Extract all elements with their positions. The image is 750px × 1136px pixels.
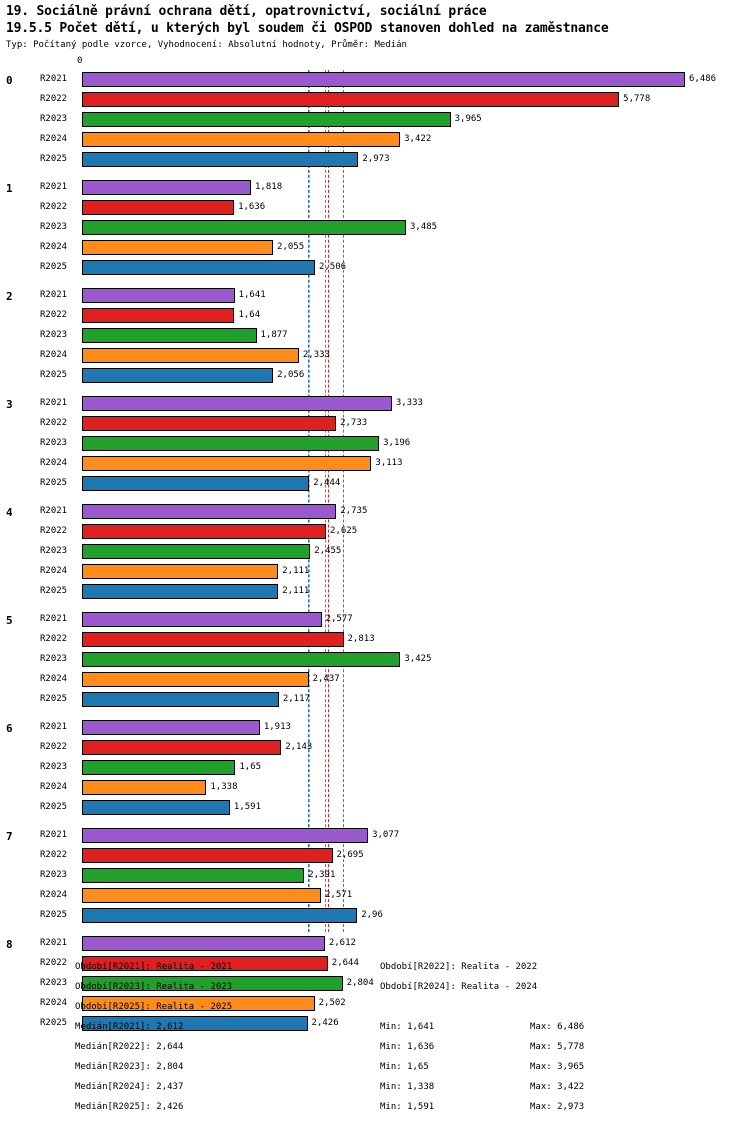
series-label: R2022: [40, 742, 68, 752]
bar-value-label: 3,425: [404, 654, 432, 664]
bar-value-label: 2,391: [308, 870, 336, 880]
bar-value-label: 1,641: [238, 290, 266, 300]
bar-value-label: 2,455: [314, 546, 342, 556]
bar[interactable]: [82, 112, 451, 127]
chart-group: [0, 826, 750, 926]
series-label: R2024: [40, 998, 68, 1008]
chart-group: [0, 70, 750, 170]
series-label: R2023: [40, 762, 68, 772]
bar[interactable]: [82, 504, 336, 519]
chart-group: [0, 610, 750, 710]
legend-stat-row: [0, 1082, 750, 1102]
bar[interactable]: [82, 828, 368, 843]
legend-min-value: Min: 1,641: [380, 1022, 435, 1032]
bar-value-label: 2,111: [282, 586, 310, 596]
chart-bar-row: [0, 150, 750, 170]
group-label: 6: [6, 722, 13, 735]
bar-value-label: 2,143: [285, 742, 313, 752]
chart-bar-row: [0, 758, 750, 778]
chart-bar-row: [0, 562, 750, 582]
chart-bar-row: [0, 238, 750, 258]
chart-bar-row: [0, 394, 750, 414]
chart-bar-row: [0, 90, 750, 110]
group-label: 0: [6, 74, 13, 87]
chart-bar-row: [0, 826, 750, 846]
series-label: R2025: [40, 694, 68, 704]
bar[interactable]: [82, 436, 379, 451]
bar-value-label: 3,965: [454, 114, 482, 124]
bar[interactable]: [82, 936, 325, 951]
series-label: R2024: [40, 566, 68, 576]
bar-value-label: 2,804: [346, 978, 374, 988]
chart-bar-row: [0, 326, 750, 346]
series-label: R2023: [40, 546, 68, 556]
series-label: R2023: [40, 330, 68, 340]
bar[interactable]: [82, 672, 309, 687]
series-label: R2022: [40, 310, 68, 320]
bar-value-label: 1,913: [263, 722, 291, 732]
bar[interactable]: [82, 396, 392, 411]
chart-bar-row: [0, 778, 750, 798]
chart-bar-row: [0, 738, 750, 758]
bar-value-label: 2,625: [330, 526, 358, 536]
series-label: R2025: [40, 910, 68, 920]
bar-value-label: 1,591: [233, 802, 261, 812]
legend-period-item: Období[R2025]: Realita - 2025: [75, 1002, 233, 1012]
legend-period-item: Období[R2023]: Realita - 2023: [75, 982, 233, 992]
chart-bar-row: [0, 798, 750, 818]
bar[interactable]: [82, 720, 260, 735]
bar-value-label: 2,644: [331, 958, 359, 968]
bar[interactable]: [82, 456, 371, 471]
series-label: R2025: [40, 370, 68, 380]
bar-value-label: 3,485: [409, 222, 438, 232]
series-label: R2025: [40, 154, 68, 164]
bar-value-label: 5,778: [623, 94, 651, 104]
chart-group: [0, 718, 750, 818]
legend-periods: [0, 962, 750, 1022]
legend-min-value: Min: 1,338: [380, 1082, 435, 1092]
bar[interactable]: [82, 800, 230, 815]
chart-group: [0, 178, 750, 278]
bar-value-label: 2,695: [336, 850, 364, 860]
series-label: R2022: [40, 526, 68, 536]
bar[interactable]: [82, 524, 326, 539]
bar-value-label: 2,426: [311, 1018, 339, 1028]
series-label: R2024: [40, 134, 68, 144]
chart-bar-row: [0, 178, 750, 198]
legend-period-row: [0, 962, 750, 982]
bar-value-label: 1,338: [210, 782, 238, 792]
legend-median-value: Medián[R2022]: 2,644: [75, 1042, 184, 1052]
bar-value-label: 2,612: [328, 938, 356, 948]
bar[interactable]: [82, 368, 273, 383]
bar-value-label: 2,437: [312, 674, 340, 684]
series-label: R2021: [40, 722, 68, 732]
bar-value-label: 2,506: [318, 262, 347, 272]
legend-stat-row: [0, 1022, 750, 1042]
bar[interactable]: [82, 476, 309, 491]
chart-bar-row: [0, 110, 750, 130]
legend-period-item: Období[R2024]: Realita - 2024: [380, 982, 538, 992]
chart-bar-row: [0, 198, 750, 218]
bar[interactable]: [82, 416, 336, 431]
series-label: R2021: [40, 182, 68, 192]
bar-value-label: 2,056: [277, 370, 305, 380]
series-label: R2022: [40, 202, 68, 212]
chart-title-sub: 19.5.5 Počet dětí, u kterých byl soudem či OSPOD stanoven dohled na zaměstnance: [6, 21, 609, 36]
bar[interactable]: [82, 308, 234, 323]
chart-bar-row: [0, 70, 750, 90]
chart-bar-row: [0, 542, 750, 562]
legend-period-row: [0, 1002, 750, 1022]
bar[interactable]: [82, 692, 279, 707]
legend-min-value: Min: 1,65: [380, 1062, 429, 1072]
bar[interactable]: [82, 632, 344, 647]
bar[interactable]: [82, 584, 278, 599]
chart-bar-row: [0, 502, 750, 522]
bar-value-label: 2,96: [361, 910, 383, 920]
series-label: R2022: [40, 958, 68, 968]
legend-stat-row: [0, 1062, 750, 1082]
bar[interactable]: [82, 220, 406, 235]
bar-value-label: 2,502: [318, 998, 346, 1008]
series-label: R2024: [40, 242, 68, 252]
bar[interactable]: [82, 760, 235, 775]
group-label: 3: [6, 398, 13, 411]
bar-value-label: 1,877: [260, 330, 288, 340]
series-label: R2024: [40, 782, 68, 792]
series-label: R2024: [40, 890, 68, 900]
series-label: R2025: [40, 478, 68, 488]
chart-bar-row: [0, 218, 750, 238]
bar[interactable]: [82, 328, 257, 343]
bar-value-label: 2,055: [277, 242, 305, 252]
bar-value-label: 3,196: [383, 438, 411, 448]
group-label: 7: [6, 830, 13, 843]
chart-header: [0, 0, 750, 50]
series-label: R2025: [40, 1018, 68, 1028]
bar[interactable]: [82, 780, 206, 795]
bar-value-label: 3,077: [372, 830, 400, 840]
bar-value-label: 2,733: [340, 418, 368, 428]
series-label: R2024: [40, 458, 68, 468]
bar-value-label: 2,444: [313, 478, 341, 488]
chart-bar-row: [0, 866, 750, 886]
series-label: R2025: [40, 262, 68, 272]
bar-value-label: 2,333: [302, 350, 330, 360]
series-label: R2023: [40, 978, 68, 988]
legend-period-item: Období[R2021]: Realita - 2021: [75, 962, 233, 972]
chart-group: [0, 502, 750, 602]
bar-value-label: 1,818: [255, 182, 283, 192]
chart-bar-row: [0, 306, 750, 326]
legend-stat-row: [0, 1102, 750, 1122]
legend-max-value: Max: 2,973: [530, 1102, 585, 1112]
chart-bar-row: [0, 582, 750, 602]
bar[interactable]: [82, 288, 235, 303]
legend-median-value: Medián[R2024]: 2,437: [75, 1082, 184, 1092]
bar-value-label: 1,636: [238, 202, 266, 212]
bar[interactable]: [82, 848, 333, 863]
chart-bar-row: [0, 718, 750, 738]
series-label: R2025: [40, 802, 68, 812]
series-label: R2023: [40, 438, 68, 448]
bar[interactable]: [82, 152, 358, 167]
chart-bar-row: [0, 670, 750, 690]
legend-max-value: Max: 3,422: [530, 1082, 585, 1092]
series-label: R2021: [40, 290, 68, 300]
chart-bar-row: [0, 366, 750, 386]
bar[interactable]: [82, 888, 321, 903]
legend-median-value: Medián[R2021]: 2,612: [75, 1022, 184, 1032]
group-label: 4: [6, 506, 13, 519]
chart-bar-row: [0, 650, 750, 670]
chart-bar-row: [0, 630, 750, 650]
series-label: R2021: [40, 506, 68, 516]
bar[interactable]: [82, 868, 304, 883]
bar-value-label: 2,111: [282, 566, 310, 576]
bar[interactable]: [82, 260, 315, 275]
legend-max-value: Max: 3,965: [530, 1062, 585, 1072]
chart-bar-row: [0, 286, 750, 306]
series-label: R2023: [40, 114, 68, 124]
bar[interactable]: [82, 92, 619, 107]
series-label: R2021: [40, 614, 68, 624]
series-label: R2025: [40, 586, 68, 596]
chart-group: [0, 286, 750, 386]
bar[interactable]: [82, 652, 400, 667]
bar-value-label: 2,813: [347, 634, 375, 644]
chart-bar-row: [0, 130, 750, 150]
chart-bar-row: [0, 258, 750, 278]
legend-stat-row: [0, 1042, 750, 1062]
bar[interactable]: [82, 740, 281, 755]
bar-value-label: 3,113: [375, 458, 403, 468]
bar-value-label: 2,973: [362, 154, 390, 164]
chart-bar-row: [0, 474, 750, 494]
chart-group: [0, 394, 750, 494]
bar-value-label: 2,117: [282, 694, 310, 704]
bar[interactable]: [82, 544, 310, 559]
legend-stats: [0, 1022, 750, 1122]
bar-value-label: 1,65: [239, 762, 262, 772]
series-label: R2022: [40, 634, 68, 644]
bar[interactable]: [82, 180, 251, 195]
bar[interactable]: [82, 908, 357, 923]
legend-min-value: Min: 1,636: [380, 1042, 435, 1052]
legend-period-row: [0, 982, 750, 1002]
bar[interactable]: [82, 240, 273, 255]
bar[interactable]: [82, 564, 278, 579]
group-label: 2: [6, 290, 13, 303]
chart-bar-row: [0, 414, 750, 434]
series-label: R2021: [40, 938, 68, 948]
chart-bar-row: [0, 906, 750, 926]
axis-zero-label: 0: [77, 56, 83, 66]
legend-min-value: Min: 1,591: [380, 1102, 435, 1112]
series-label: R2022: [40, 94, 68, 104]
bar[interactable]: [82, 132, 400, 147]
chart-bar-row: [0, 610, 750, 630]
series-label: R2023: [40, 654, 68, 664]
group-label: 5: [6, 614, 13, 627]
chart-bar-row: [0, 690, 750, 710]
chart-bar-row: [0, 454, 750, 474]
bar-value-label: 6,486: [689, 74, 717, 84]
legend-median-value: Medián[R2023]: 2,804: [75, 1062, 184, 1072]
bar[interactable]: [82, 72, 685, 87]
group-label: 1: [6, 182, 13, 195]
series-label: R2021: [40, 74, 68, 84]
legend-period-item: Období[R2022]: Realita - 2022: [380, 962, 538, 972]
series-label: R2021: [40, 830, 68, 840]
series-label: R2024: [40, 350, 68, 360]
chart-subtitle-params: Typ: Počítaný podle vzorce, Vyhodnocení: Absolutní hodnoty, Průměr: Medián: [6, 40, 407, 50]
chart-title-main: 19. Sociálně právní ochrana dětí, opatrovnictví, sociální práce: [6, 4, 487, 19]
chart-bar-row: [0, 346, 750, 366]
series-label: R2022: [40, 850, 68, 860]
group-label: 8: [6, 938, 13, 951]
chart-bar-row: [0, 886, 750, 906]
bar-value-label: 3,422: [404, 134, 432, 144]
chart-bar-row: [0, 934, 750, 954]
bar-value-label: 2,735: [340, 506, 368, 516]
chart-legend: [0, 962, 750, 1122]
bar[interactable]: [82, 348, 299, 363]
bar-value-label: 2,571: [325, 890, 353, 900]
bar-value-label: 2,577: [325, 614, 353, 624]
series-label: R2023: [40, 222, 68, 232]
chart-bar-row: [0, 522, 750, 542]
legend-max-value: Max: 6,486: [530, 1022, 585, 1032]
series-label: R2022: [40, 418, 68, 428]
series-label: R2021: [40, 398, 68, 408]
chart-bar-row: [0, 846, 750, 866]
bar-value-label: 3,333: [395, 398, 423, 408]
legend-median-value: Medián[R2025]: 2,426: [75, 1102, 184, 1112]
series-label: R2024: [40, 674, 68, 684]
series-label: R2023: [40, 870, 68, 880]
chart-bar-row: [0, 434, 750, 454]
bar-value-label: 1,64: [238, 310, 261, 320]
legend-max-value: Max: 5,778: [530, 1042, 585, 1052]
bar[interactable]: [82, 200, 234, 215]
bar[interactable]: [82, 612, 322, 627]
